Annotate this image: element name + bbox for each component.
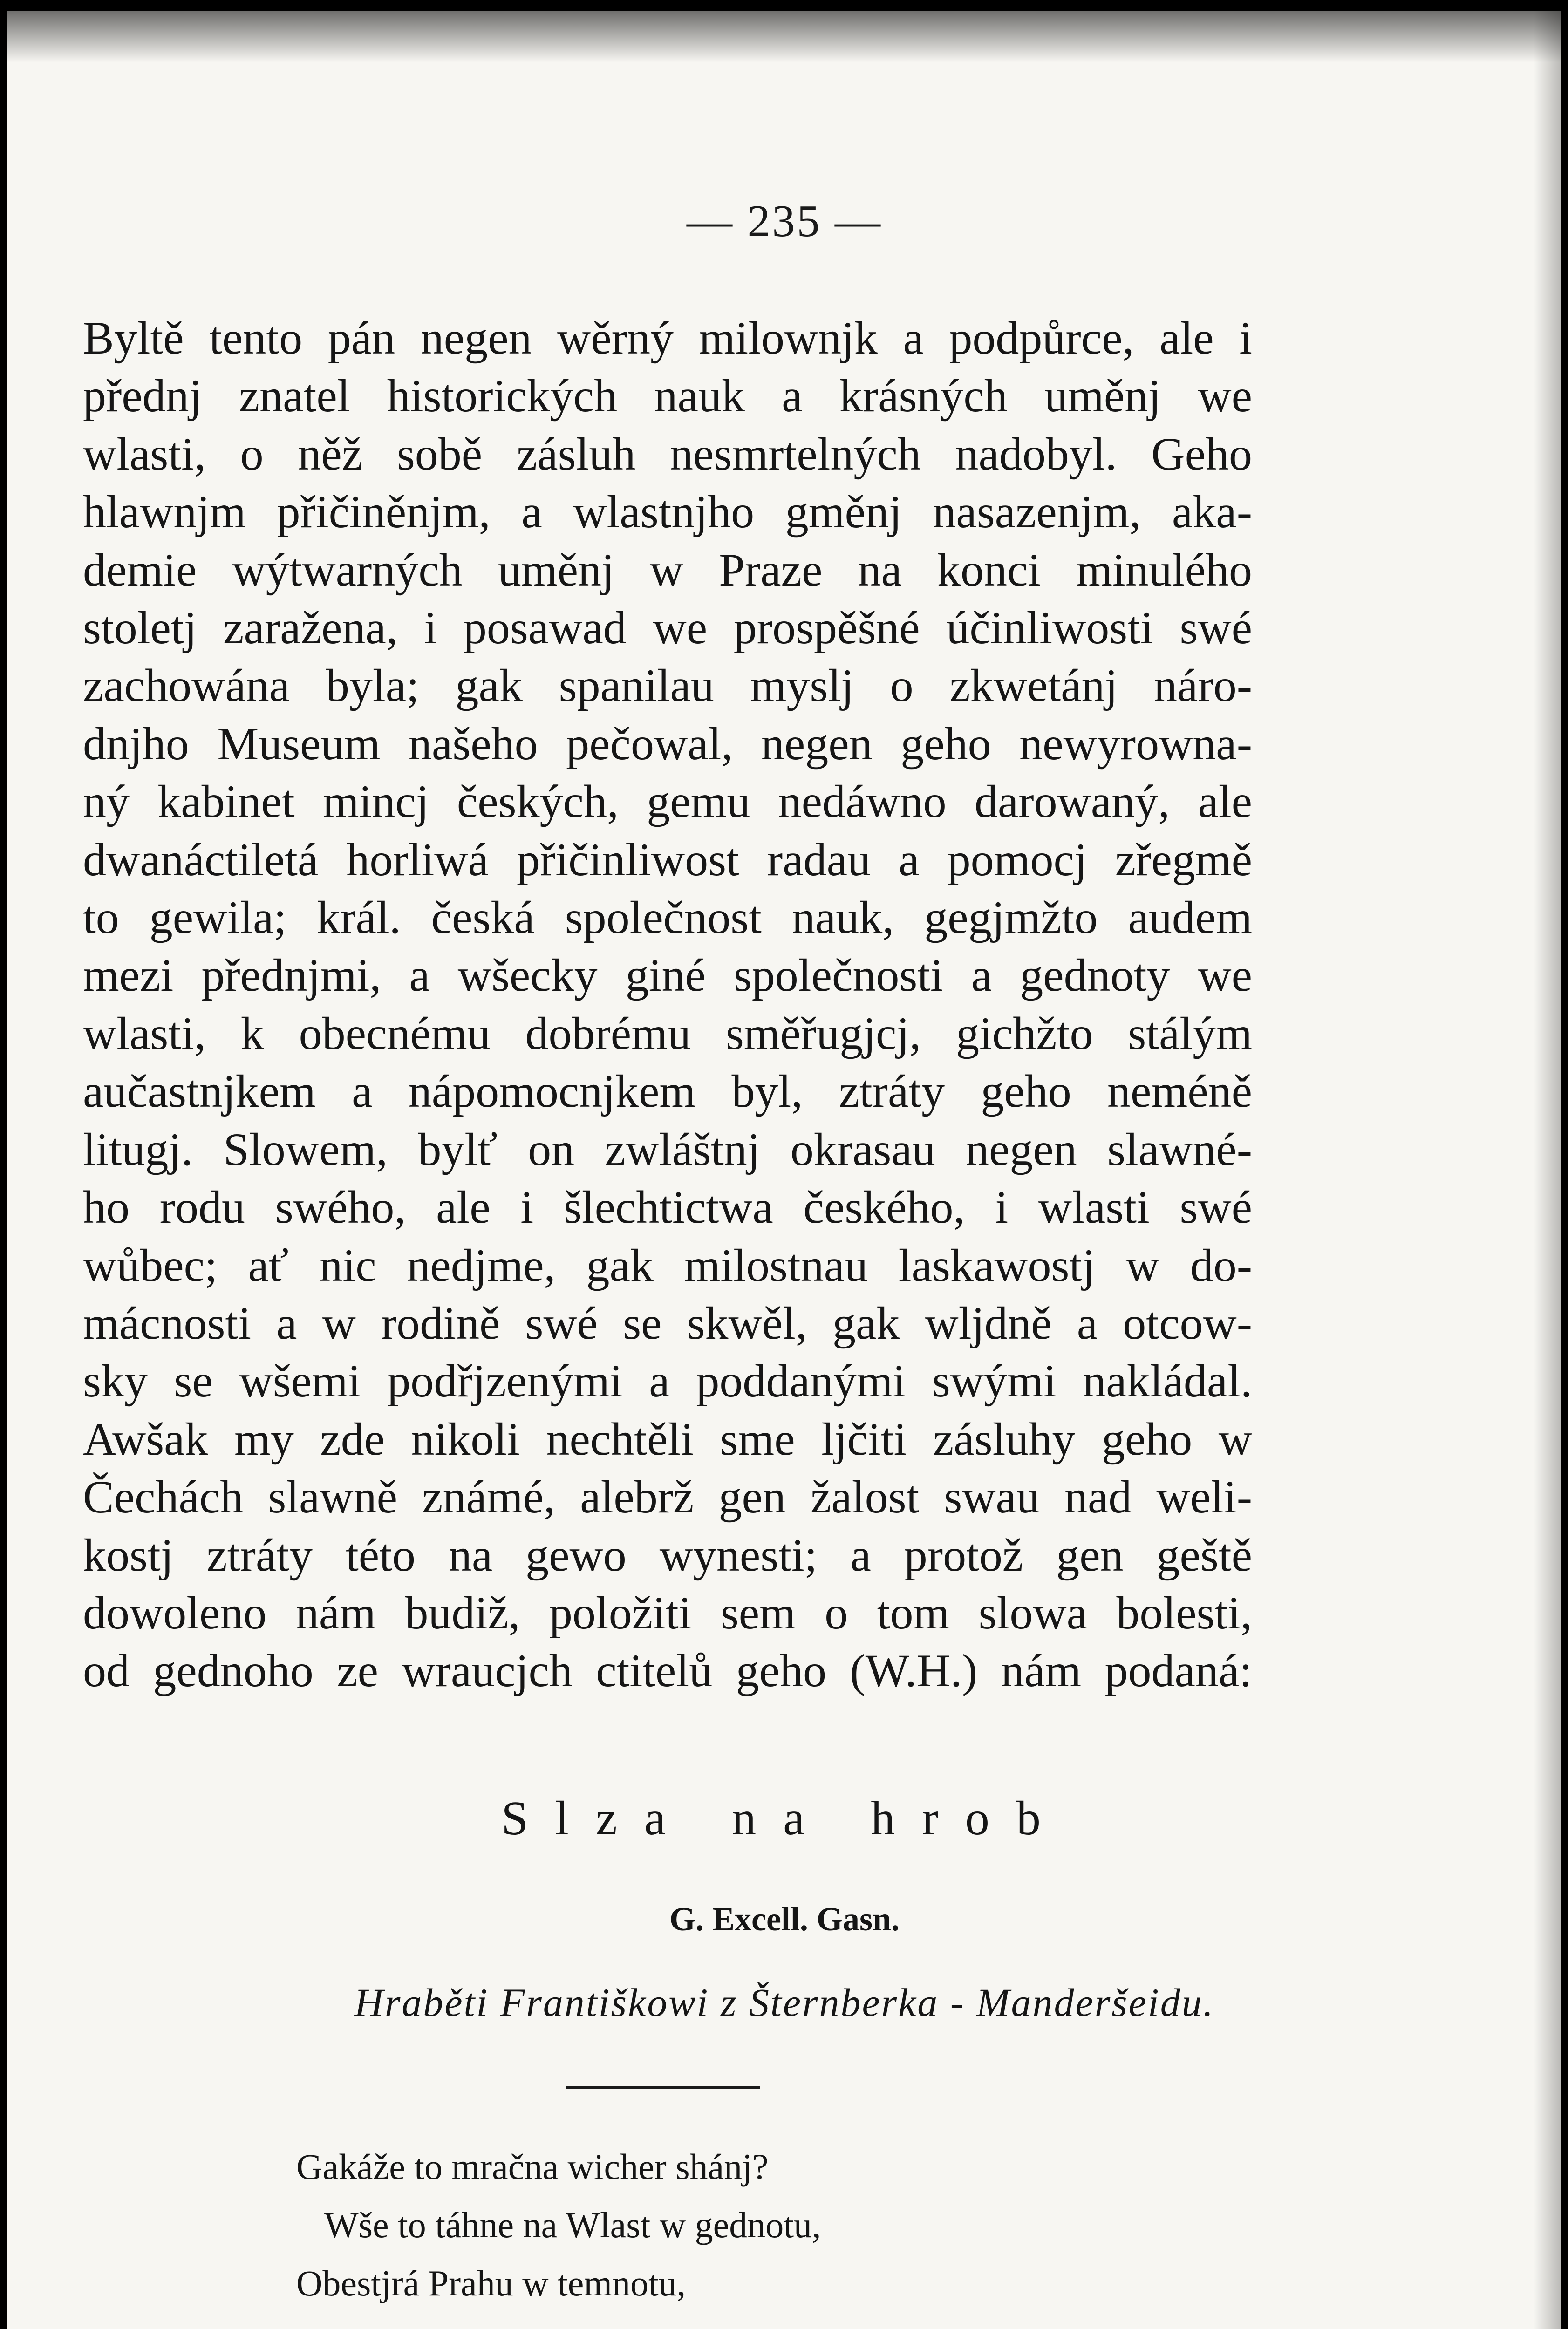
body-paragraph — [83, 309, 1252, 1700]
verse-line: Wše to táhne na Wlast w gednotu, — [324, 2205, 821, 2245]
paragraph-line: to gewila; král. česká společnost nauk, gegjmžto audem — [83, 892, 1252, 944]
paragraph-line: Čechách slawně známé, alebrž gen žalost swau nad weli- — [83, 1471, 1252, 1523]
verse-line: Gakáže to mračna wicher shánj? — [296, 2146, 769, 2187]
paragraph-line: wlasti, o něž sobě zásluh nesmrtelných nadobyl. Geho — [83, 428, 1252, 480]
paragraph-line: dwanáctiletá horliwá přičinliwost radau a pomocj zřegmě — [83, 833, 1252, 885]
paragraph-line: ho rodu swého, ale i šlechtictwa českého, i wlasti swé — [83, 1181, 1252, 1233]
paragraph-line: mácnosti a w rodině swé se skwěl, gak wljdně a otcow- — [83, 1297, 1252, 1349]
paragraph-line: litugj. Slowem, bylť on zwláštnj okrasau negen slawné- — [83, 1123, 1252, 1175]
dedication-honorific: G. Excell. Gasn. — [669, 1900, 900, 1938]
verse-line: Obestjrá Prahu w temnotu, — [296, 2263, 686, 2303]
page-number-header: — 235 — — [687, 196, 882, 246]
paragraph-line: wůbec; ať nic nedjme, gak milostnau laskawostj w do- — [83, 1239, 1252, 1291]
paragraph-line: zachowána byla; gak spanilau myslj o zkwetánj náro- — [83, 660, 1252, 712]
poem-title: Slza na hrob — [501, 1791, 1068, 1845]
paragraph-line: sky se wšemi podřjzenými a poddanými swými nakládal. — [83, 1355, 1252, 1407]
paragraph-line: kostj ztráty této na gewo wynesti; a protož gen geště — [83, 1529, 1252, 1581]
paragraph-line: wlasti, k obecnému dobrému směřugjcj, gichžto stálým — [83, 1007, 1252, 1059]
dedication-name: Hraběti Františkowi z Šternberka - Manderšeidu. — [354, 1980, 1215, 2025]
paragraph-line: hlawnjm přičiněnjm, a wlastnjho gměnj nasazenjm, aka- — [83, 486, 1252, 538]
section-divider — [566, 2086, 760, 2089]
paragraph-line: ný kabinet mincj českých, gemu nedáwno darowaný, ale — [83, 776, 1252, 828]
paragraph-line: mezi přednjmi, a wšecky giné společnosti a gednoty we — [83, 949, 1252, 1001]
paragraph-line: dnjho Museum našeho pečowal, negen geho newyrowna- — [83, 717, 1252, 770]
paragraph-line: Byltě tento pán negen wěrný milownjk a podpůrce, ale i — [83, 312, 1252, 364]
paragraph-line: dowoleno nám budiž, položiti sem o tom slowa bolesti, — [83, 1587, 1252, 1639]
paragraph-line: stoletj zaražena, i posawad we prospěšné účinliwosti swé — [83, 602, 1252, 654]
paragraph-line: přednj znatel historických nauk a krásných uměnj we — [83, 370, 1252, 422]
book-page — [7, 11, 1561, 2329]
poem-verse — [296, 2138, 821, 2312]
paragraph-line: aučastnjkem a nápomocnjkem byl, ztráty geho neméně — [83, 1065, 1252, 1117]
paragraph-line: demie wýtwarných uměnj w Praze na konci minulého — [83, 544, 1252, 596]
paragraph-line: od gednoho ze wraucjch ctitelů geho (W.H.) nám podaná: — [83, 1645, 1252, 1697]
paragraph-line: Awšak my zde nikoli nechtěli sme ljčiti zásluhy geho w — [83, 1413, 1252, 1465]
